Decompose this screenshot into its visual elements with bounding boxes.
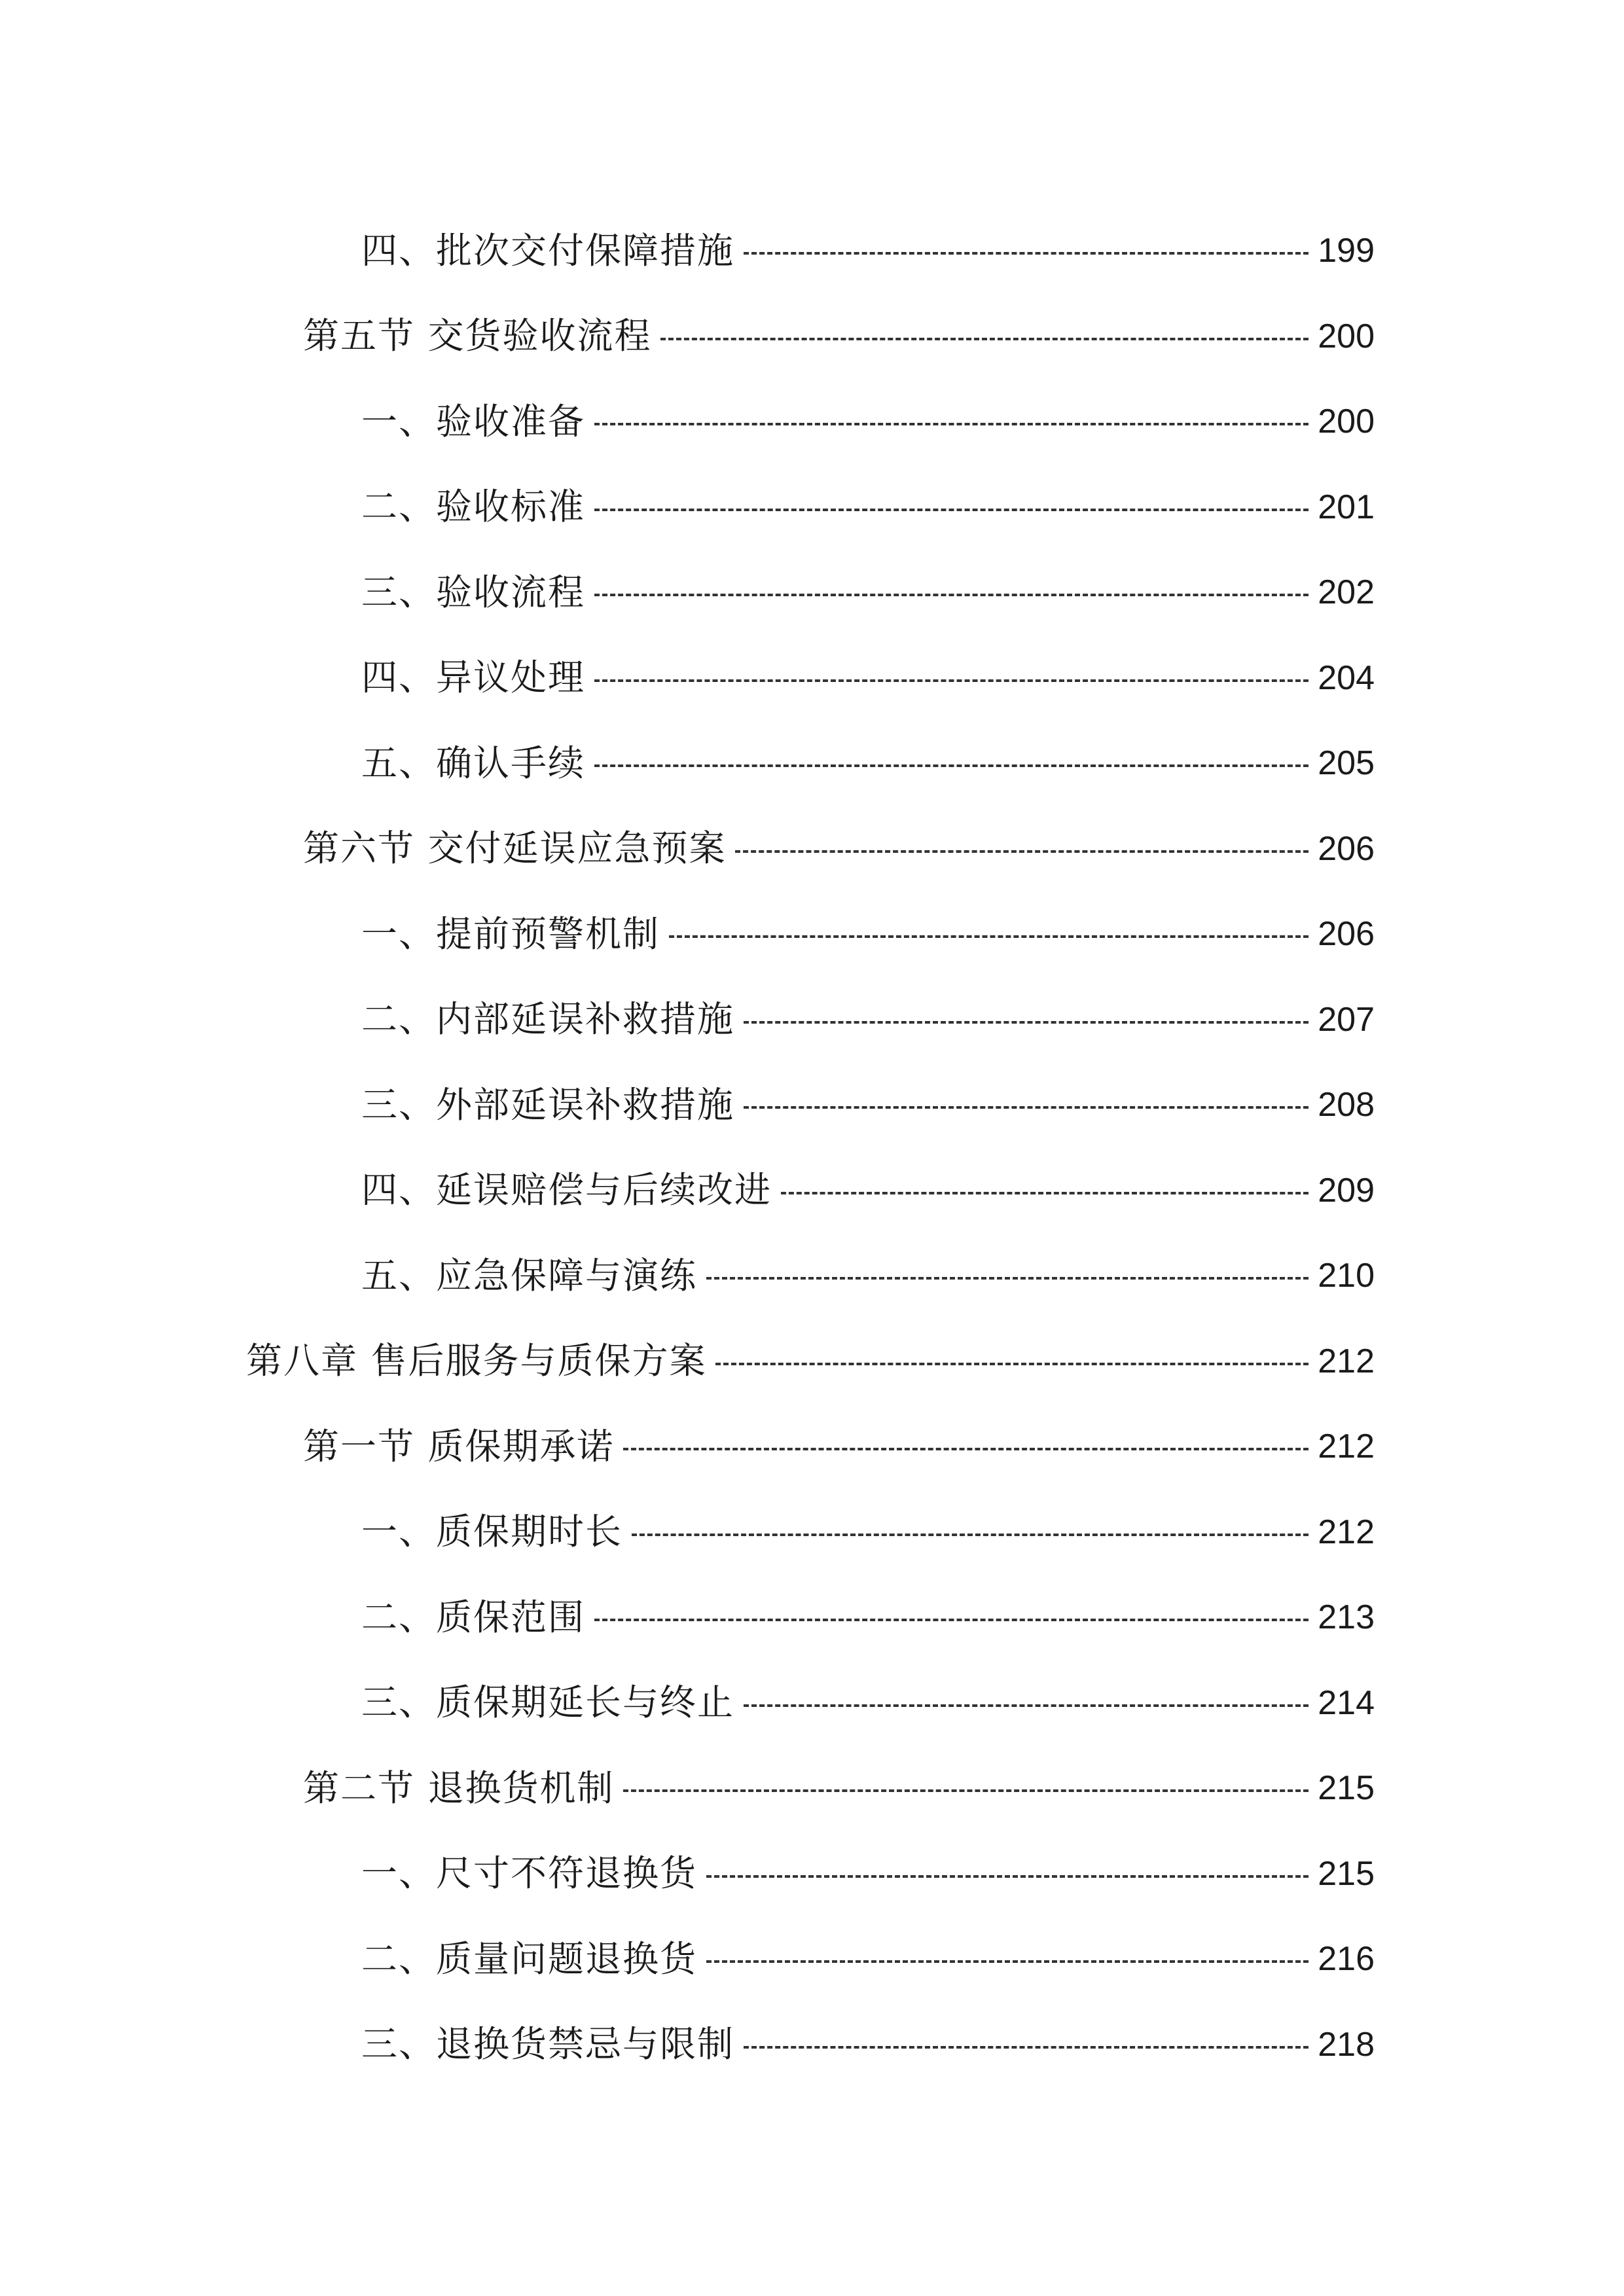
toc-entry[interactable]: [0, 891, 1624, 977]
toc-leader-dashes: [594, 1619, 1308, 1621]
toc-entry-title: 第五节 交货验收流程: [303, 315, 652, 357]
toc-entry-title: 二、内部延误补救措施: [361, 998, 735, 1041]
toc-leader-dashes: [623, 1448, 1308, 1450]
toc-entry[interactable]: [0, 465, 1624, 550]
toc-entry[interactable]: [0, 2002, 1624, 2088]
toc-entry-page: 199: [1318, 232, 1375, 270]
toc-entry-page: 210: [1318, 1257, 1375, 1295]
toc-entry[interactable]: [0, 1233, 1624, 1319]
toc-entry-title: 三、质保期延长与终止: [361, 1681, 735, 1724]
toc-entry-page: 212: [1318, 1427, 1375, 1466]
toc-entry-page: 209: [1318, 1171, 1375, 1210]
toc-entry-title: 三、退换货禁忌与限制: [361, 2023, 735, 2066]
toc-entry[interactable]: [0, 1746, 1624, 1831]
toc-entry[interactable]: [0, 1916, 1624, 2002]
toc-entry[interactable]: [0, 636, 1624, 721]
toc-entry-page: 207: [1318, 1000, 1375, 1039]
toc-entry[interactable]: [0, 1319, 1624, 1405]
toc-entry-title: 一、尺寸不符退换货: [361, 1852, 698, 1895]
toc-entry[interactable]: [0, 208, 1624, 294]
toc-entry[interactable]: [0, 977, 1624, 1063]
toc-entry-title: 二、质量问题退换货: [361, 1937, 698, 1980]
toc-entry-page: 212: [1318, 1342, 1375, 1380]
toc-leader-dashes: [744, 2046, 1308, 2049]
toc-entry[interactable]: [0, 1831, 1624, 1917]
toc-entry-title: 四、批次交付保障措施: [361, 229, 735, 272]
toc-leader-dashes: [594, 764, 1308, 767]
toc-entry-title: 第一节 质保期承诺: [303, 1425, 615, 1467]
toc-entry-title: 一、提前预警机制: [361, 912, 660, 955]
toc-entry[interactable]: [0, 806, 1624, 892]
toc-entry-page: 205: [1318, 744, 1375, 783]
toc-entry[interactable]: [0, 1062, 1624, 1148]
toc-leader-dashes: [744, 252, 1308, 255]
toc-entry-page: 201: [1318, 488, 1375, 526]
toc-leader-dashes: [781, 1192, 1308, 1194]
toc-leader-dashes: [735, 850, 1308, 853]
toc-entry-page: 212: [1318, 1513, 1375, 1551]
toc-entry[interactable]: [0, 379, 1624, 465]
toc-entry[interactable]: [0, 1660, 1624, 1746]
toc-leader-dashes: [632, 1534, 1308, 1536]
toc-entry-title: 一、验收准备: [361, 400, 586, 442]
toc-entry-page: 208: [1318, 1086, 1375, 1124]
toc-entry-title: 二、验收标准: [361, 486, 586, 528]
toc-entry-page: 204: [1318, 658, 1375, 697]
toc-entry-page: 200: [1318, 317, 1375, 355]
toc-leader-dashes: [594, 679, 1308, 682]
toc-leader-dashes: [594, 423, 1308, 425]
toc-entry[interactable]: [0, 721, 1624, 806]
toc-leader-dashes: [715, 1363, 1308, 1365]
toc-leader-dashes: [744, 1704, 1308, 1707]
toc-entry-page: 215: [1318, 1854, 1375, 1893]
toc-leader-dashes: [706, 1960, 1308, 1963]
toc-entry[interactable]: [0, 1148, 1624, 1234]
toc-entry-title: 四、延误赔偿与后续改进: [361, 1169, 772, 1211]
toc-entry-title: 三、验收流程: [361, 571, 586, 613]
toc-entry[interactable]: [0, 1404, 1624, 1490]
toc-entry-page: 206: [1318, 829, 1375, 868]
toc-entry-title: 二、质保范围: [361, 1596, 586, 1638]
toc-entry[interactable]: [0, 1575, 1624, 1660]
toc-entry-page: 213: [1318, 1598, 1375, 1637]
toc-leader-dashes: [669, 935, 1308, 938]
toc-entry-page: 216: [1318, 1940, 1375, 1979]
toc-entry-title: 第六节 交付延误应急预案: [303, 827, 727, 870]
toc-leader-dashes: [594, 509, 1308, 511]
toc-entry-page: 215: [1318, 1769, 1375, 1808]
toc-entry[interactable]: [0, 1490, 1624, 1575]
toc-entry-title: 四、异议处理: [361, 656, 586, 699]
toc-leader-dashes: [623, 1789, 1308, 1792]
toc-entry-title: 五、应急保障与演练: [361, 1254, 698, 1297]
toc-leader-dashes: [660, 338, 1308, 340]
toc-leader-dashes: [594, 594, 1308, 596]
toc-entry-page: 202: [1318, 573, 1375, 612]
toc-entry-page: 200: [1318, 403, 1375, 441]
toc-leader-dashes: [706, 1277, 1308, 1280]
table-of-contents: [0, 208, 1624, 2087]
toc-entry[interactable]: [0, 550, 1624, 636]
toc-leader-dashes: [744, 1021, 1308, 1024]
toc-entry-page: 206: [1318, 915, 1375, 954]
toc-entry-title: 第八章 售后服务与质保方案: [246, 1340, 707, 1382]
toc-leader-dashes: [706, 1875, 1308, 1878]
toc-leader-dashes: [744, 1106, 1308, 1109]
toc-entry-title: 一、质保期时长: [361, 1511, 623, 1553]
toc-entry-title: 五、确认手续: [361, 742, 586, 784]
toc-entry-title: 第二节 退换货机制: [303, 1767, 615, 1809]
toc-entry-title: 三、外部延误补救措施: [361, 1083, 735, 1126]
toc-entry-page: 218: [1318, 2025, 1375, 2064]
toc-entry[interactable]: [0, 294, 1624, 380]
toc-entry-page: 214: [1318, 1683, 1375, 1722]
